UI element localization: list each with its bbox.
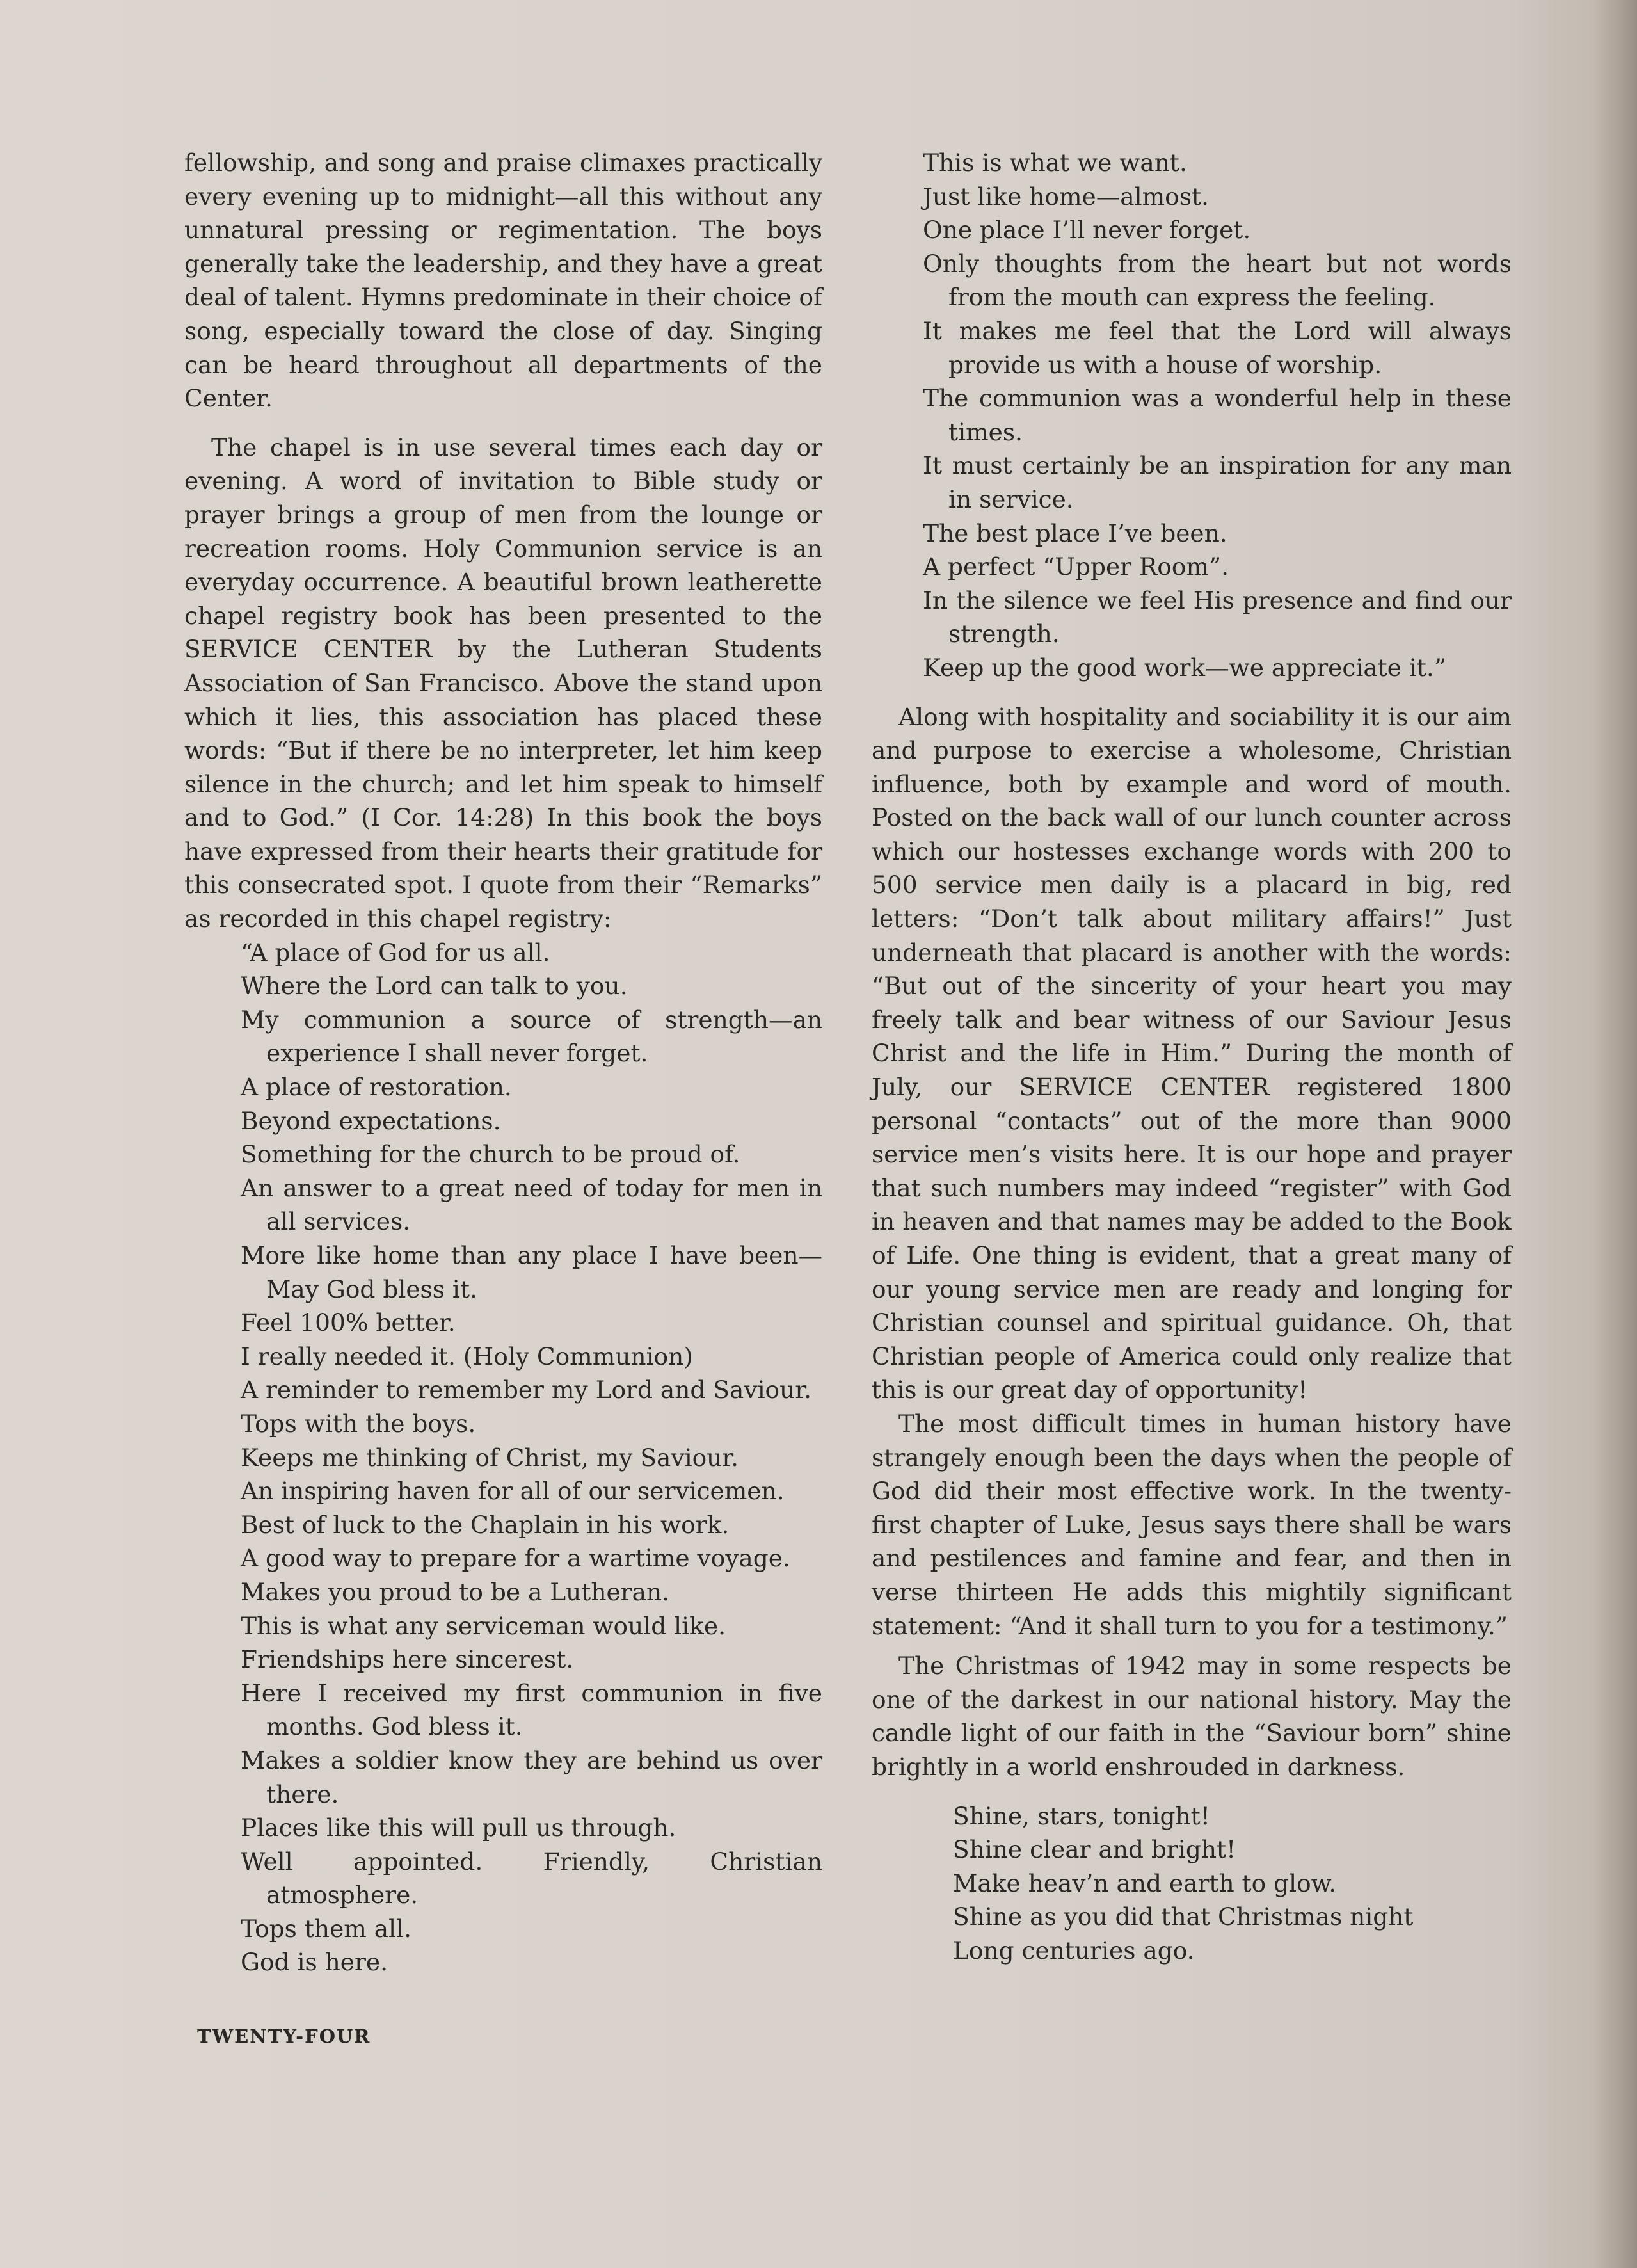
remark-item: Feel 100% better. xyxy=(241,1308,456,1337)
remark-item: Here I received my first communion in five months. God bless it. xyxy=(241,1678,822,1741)
poem-line: Shine clear and bright! xyxy=(953,1835,1236,1864)
remark-item: A perfect “Upper Room”. xyxy=(923,552,1229,581)
poem-line: Long centuries ago. xyxy=(953,1936,1195,1965)
poem-line: Make heav’n and earth to glow. xyxy=(953,1869,1337,1897)
remark-item: This is what we want. xyxy=(923,149,1187,177)
remark-item: Makes you proud to be a Lutheran. xyxy=(241,1577,670,1606)
remark-item: “A place of God for us all. xyxy=(241,938,550,967)
remark-item: An inspiring haven for all of our servicemen. xyxy=(241,1477,785,1506)
remark-item: A place of restoration. xyxy=(241,1073,512,1102)
remark-item: Places like this will pull us through. xyxy=(241,1814,676,1842)
remark-item: More like home than any place I have been—May God bless it. xyxy=(241,1241,822,1303)
remark-item: I really needed it. (Holy Communion) xyxy=(241,1342,693,1371)
remark-item: Beyond expectations. xyxy=(241,1106,501,1135)
remarks-list-left xyxy=(241,936,822,1979)
remark-item: An answer to a great need of today for men in all services. xyxy=(241,1173,822,1236)
paragraph-chapel: The chapel is in use several times each day or evening. A word of invitation to Bible study or prayer brings a group of men from the lounge or recreation rooms. Holy Communion service is an everyday occurrence. A beautiful brown leatherette chapel registry book has been presented to the SERVICE CENTER by the Lutheran Students Association of San Francisco. Above the stand upon which it lies, this association has placed these words: “But if there be no interpreter, let him keep silence in the church; and let him speak to himself and to God.” (I Cor. 14:28) In this book the boys have expressed from their hearts their gratitude for this consecrated spot. I quote from their “Remarks” as recorded in this chapel registry: xyxy=(184,433,822,933)
remark-item: God is here. xyxy=(241,1948,388,1977)
remark-item: Well appointed. Friendly, Christian atmosphere. xyxy=(241,1847,822,1910)
remark-item: Tops them all. xyxy=(241,1914,412,1943)
paragraph-difficult-times: The most difficult times in human history have strangely enough been the days when the people of God did their most effective work. In the twenty-first chapter of Luke, Jesus says there shall be wars and pestilences and famine and fear, and then in verse thirteen He adds this mightily significant statement: “And it shall turn to you for a testimony.” xyxy=(872,1409,1512,1640)
remark-item: Makes a soldier know they are behind us over there. xyxy=(241,1746,822,1808)
remark-item: The best place I’ve been. xyxy=(923,519,1227,547)
remark-item: A reminder to remember my Lord and Saviour. xyxy=(241,1376,812,1404)
remark-item: Only thoughts from the heart but not words from the mouth can express the feeling. xyxy=(923,249,1512,312)
remark-item: It must certainly be an inspiration for any man in service. xyxy=(923,451,1512,513)
remark-item: Tops with the boys. xyxy=(241,1409,476,1438)
remark-item: In the silence we feel His presence and find our strength. xyxy=(923,586,1512,648)
left-column xyxy=(184,146,822,1979)
christmas-poem xyxy=(953,1799,1512,1968)
remark-item: Keeps me thinking of Christ, my Saviour. xyxy=(241,1443,739,1472)
remark-item: One place I’ll never forget. xyxy=(923,216,1251,245)
remark-item: Friendships here sincerest. xyxy=(241,1645,574,1674)
paragraph-christmas: The Christmas of 1942 may in some respects be one of the darkest in our national history. May the candle light of our faith in the “Saviour born” shine brightly in a world enshrouded in darkness. xyxy=(872,1652,1512,1781)
page-number-folio: TWENTY-FOUR xyxy=(197,2025,371,2047)
remark-item: It makes me feel that the Lord will always provide us with a house of worship. xyxy=(923,316,1512,379)
poem-line: Shine as you did that Christmas night xyxy=(953,1902,1414,1931)
remark-item: Something for the church to be proud of. xyxy=(241,1140,740,1169)
remark-item: Keep up the good work—we appreciate it.” xyxy=(923,653,1447,682)
paragraph-fellowship: fellowship, and song and praise climaxes practically every evening up to midnight—all this without any unnatural pressing or regimentation. The boys generally take the leadership, and they have a great deal of talent. Hymns predominate in their choice of song, especially toward the close of day. Singing can be heard throughout all departments of the Center. xyxy=(184,149,822,413)
paragraph-hospitality: Along with hospitality and sociability it is our aim and purpose to exercise a wholesome, Christian influence, both by example and word of mouth. Posted on the back wall of our lunch counter across which our hostesses exchange words with 200 to 500 service men daily is a placard in big, red letters: “Don’t talk about military affairs!” Just underneath that placard is another with the words: “But out of the sincerity of your heart you may freely talk and bear witness of our Saviour Jesus Christ and the life in Him.” During the month of July, our SERVICE CENTER registered 1800 personal “contacts” out of the more than 9000 service men’s visits here. It is our hope and prayer that such numbers may indeed “register” with God in heaven and that names may be added to the Book of Life. One thing is evident, that a great many of our young service men are ready and longing for Christian counsel and spiritual guidance. Oh, that Christian people of America could only realize that this is our great day of opportunity! xyxy=(872,702,1512,1404)
poem-line: Shine, stars, tonight! xyxy=(953,1801,1210,1830)
remark-item: This is what any serviceman would like. xyxy=(241,1611,726,1640)
remark-item: Where the Lord can talk to you. xyxy=(241,972,628,1001)
remark-item: The communion was a wonderful help in these times. xyxy=(923,384,1512,446)
remarks-list-right xyxy=(923,146,1512,685)
remark-item: A good way to prepare for a wartime voyage. xyxy=(241,1544,790,1573)
right-column xyxy=(872,146,1512,1991)
remark-item: My communion a source of strength—an experience I shall never forget. xyxy=(241,1005,822,1068)
remark-item: Best of luck to the Chaplain in his work. xyxy=(241,1510,730,1539)
page-edge-shadow xyxy=(1592,0,1637,2268)
remark-item: Just like home—almost. xyxy=(923,182,1209,211)
